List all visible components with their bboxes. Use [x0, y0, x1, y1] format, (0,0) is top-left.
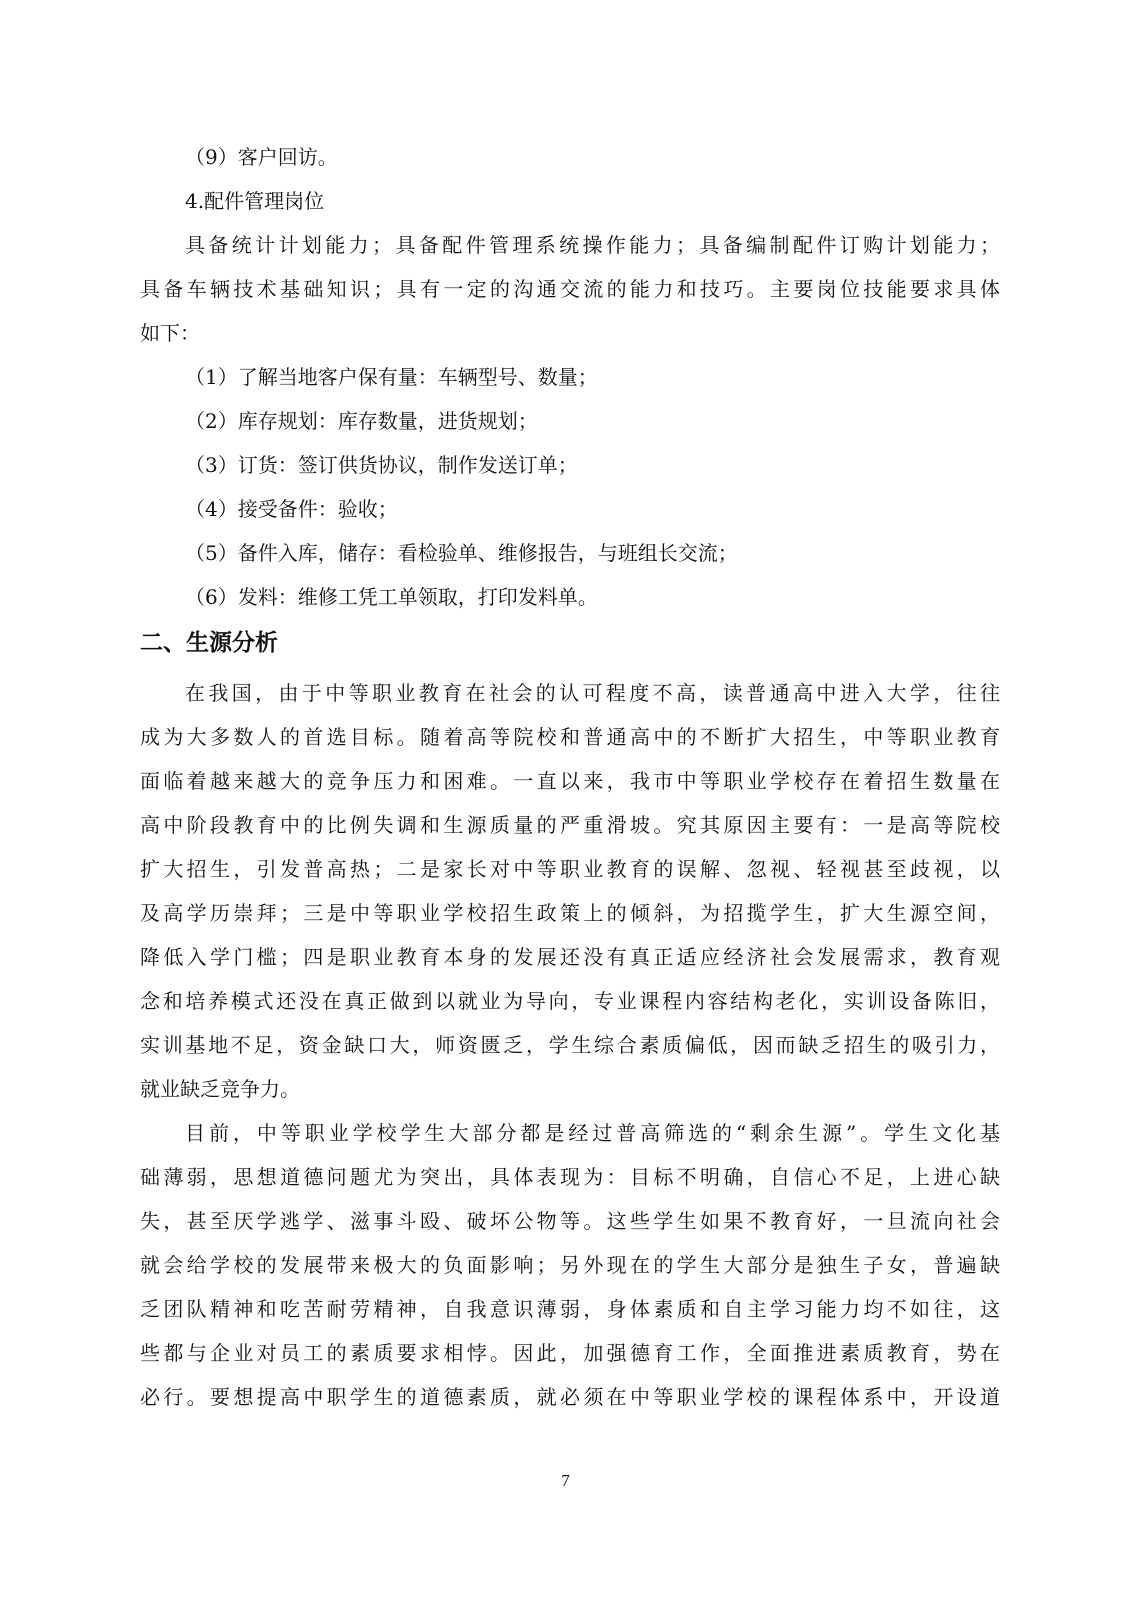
- paragraph-line: 实训基地不足，资金缺口大，师资匮乏，学生综合素质偏低，因而缺乏招生的吸引力，: [140, 1033, 1000, 1057]
- paragraph-line: 础薄弱，思想道德问题尤为突出，具体表现为：目标不明确，自信心不足，上进心缺: [140, 1165, 1000, 1189]
- list-item: （9）客户回访。: [185, 145, 338, 169]
- paragraph-line: 成为大多数人的首选目标。随着高等院校和普通高中的不断扩大招生，中等职业教育: [140, 725, 1000, 749]
- paragraph-line: 失，甚至厌学逃学、滋事斗殴、破坏公物等。这些学生如果不教育好，一旦流向社会: [140, 1209, 1000, 1233]
- list-item: （1）了解当地客户保有量：车辆型号、数量；: [185, 365, 598, 389]
- list-item: （3）订货：签订供货协议，制作发送订单；: [185, 453, 578, 477]
- paragraph-line: 降低入学门槛；四是职业教育本身的发展还没有真正适应经济社会发展需求，教育观: [140, 945, 1000, 969]
- paragraph-line: 高中阶段教育中的比例失调和生源质量的严重滑坡。究其原因主要有：一是高等院校: [140, 813, 1000, 837]
- paragraph-line: 乏团队精神和吃苦耐劳精神，自我意识薄弱，身体素质和自主学习能力均不如往，这: [140, 1297, 1000, 1321]
- paragraph-line: 目前，中等职业学校学生大部分都是经过普高筛选的“剩余生源”。学生文化基: [185, 1121, 1000, 1145]
- paragraph-line: 在我国，由于中等职业教育在社会的认可程度不高，读普通高中进入大学，往往: [185, 681, 1000, 705]
- subsection-heading: 4.配件管理岗位: [185, 189, 325, 213]
- list-item: （5）备件入库，储存：看检验单、维修报告，与班组长交流；: [185, 541, 738, 565]
- paragraph-line: 具备统计计划能力；具备配件管理系统操作能力；具备编制配件订购计划能力；: [185, 233, 1000, 257]
- section-heading: 二、生源分析: [140, 630, 278, 656]
- paragraph-line: 些都与企业对员工的素质要求相悖。因此，加强德育工作，全面推进素质教育，势在: [140, 1341, 1000, 1365]
- list-item: （6）发料：维修工凭工单领取，打印发料单。: [185, 585, 598, 609]
- page-number: 7: [561, 1471, 570, 1490]
- paragraph-line: 就业缺乏竞争力。: [140, 1077, 300, 1101]
- paragraph-line: 念和培养模式还没在真正做到以就业为导向，专业课程内容结构老化，实训设备陈旧，: [140, 989, 1000, 1013]
- list-item: （2）库存规划：库存数量，进货规划；: [185, 409, 538, 433]
- paragraph-line: 面临着越来越大的竞争压力和困难。一直以来，我市中等职业学校存在着招生数量在: [140, 769, 1000, 793]
- list-item: （4）接受备件：验收；: [185, 497, 398, 521]
- paragraph-line: 如下：: [140, 321, 200, 345]
- paragraph-line: 具备车辆技术基础知识；具有一定的沟通交流的能力和技巧。主要岗位技能要求具体: [140, 277, 1000, 301]
- paragraph-line: 及高学历崇拜；三是中等职业学校招生政策上的倾斜，为招揽学生，扩大生源空间，: [140, 901, 1000, 925]
- paragraph-line: 必行。要想提高中职学生的道德素质，就必须在中等职业学校的课程体系中，开设道: [140, 1385, 1000, 1409]
- paragraph-line: 扩大招生，引发普高热；二是家长对中等职业教育的误解、忽视、轻视甚至歧视，以: [140, 857, 1000, 881]
- paragraph-line: 就会给学校的发展带来极大的负面影响；另外现在的学生大部分是独生子女，普遍缺: [140, 1253, 1000, 1277]
